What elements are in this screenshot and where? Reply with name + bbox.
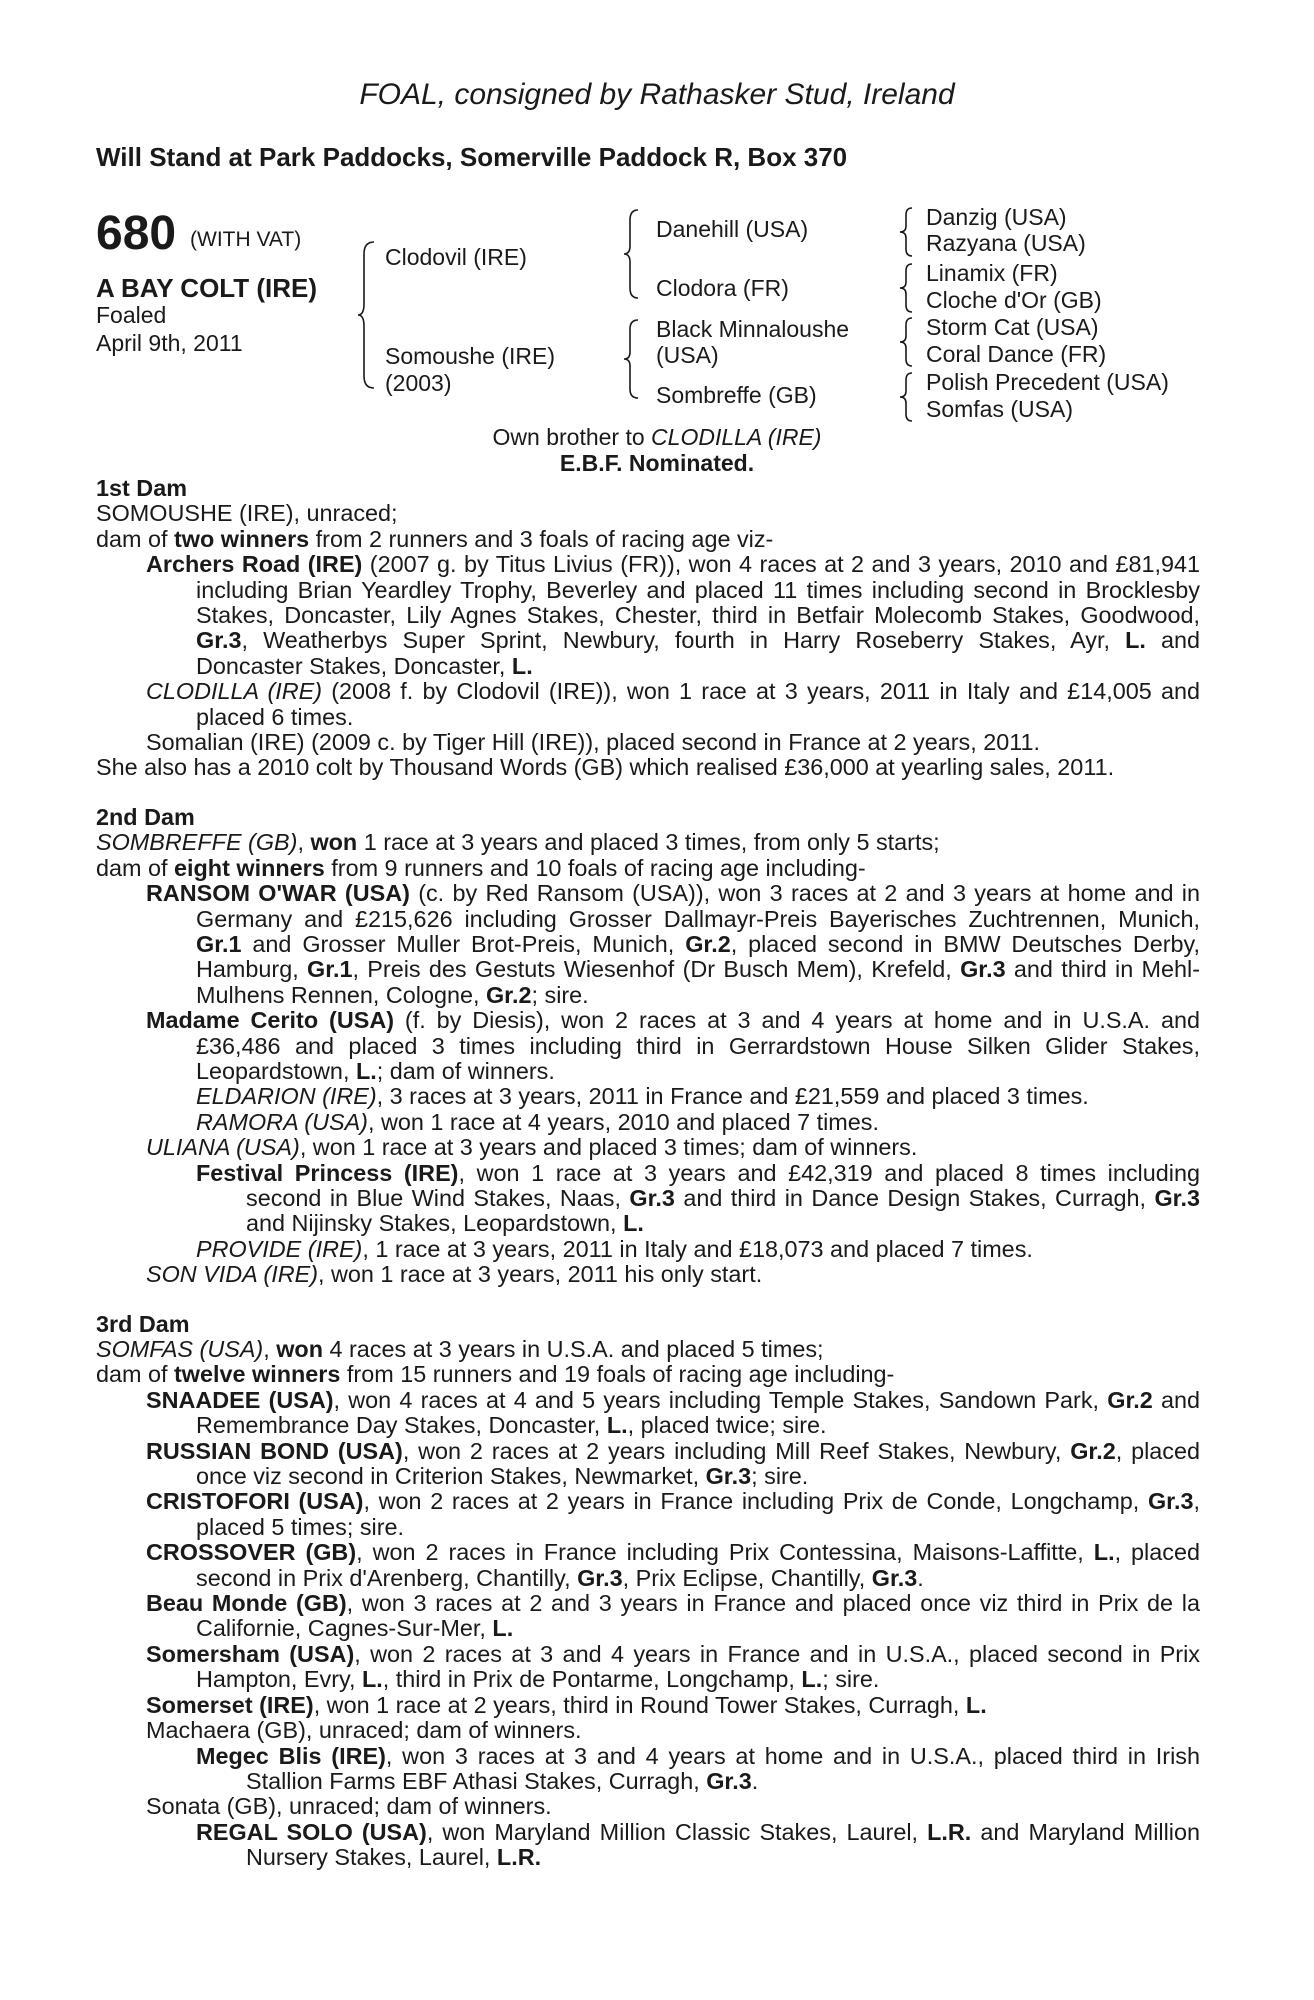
foaled-label: Foaled: [96, 302, 167, 328]
entry-festival-princess: Festival Princess (IRE), won 1 race at 3 years and £42,319 and placed 8 times including second in Blue Wind Stakes, Naas, Gr.3 and third in Dance Design Stakes, Curragh, Gr.3 and Nijinsky Stakes, Leopardstown, L.: [196, 1159, 1200, 1237]
entry-snaadee: SNAADEE (USA), won 4 races at 4 and 5 years including Temple Stakes, Sandown Park, Gr.2 and Remembrance Day Stakes, Doncaster, L., placed twice; sire.: [146, 1386, 1200, 1439]
pedigree-g4: Cloche d'Or (GB): [926, 287, 1102, 313]
third-dam-line: SOMFAS (USA), won 4 races at 3 years in U.S.A. and placed 5 times;: [96, 1336, 824, 1362]
pedigree-brace-g1: [898, 206, 914, 258]
entry-regal-solo: REGAL SOLO (USA), won Maryland Million Classic Stakes, Laurel, L.R. and Maryland Million Nursery Stakes, Laurel, L.R.: [196, 1818, 1201, 1871]
second-dam-heading: 2nd Dam: [96, 803, 195, 830]
pedigree-sire-dam: Clodora (FR): [656, 275, 789, 301]
pedigree-sire-sire: Danehill (USA): [656, 216, 809, 242]
pedigree-g3: Linamix (FR): [926, 260, 1058, 286]
pedigree-brace-main: [356, 240, 376, 390]
pedigree-brace-sire: [622, 208, 640, 300]
pedigree-g5: Storm Cat (USA): [926, 314, 1099, 340]
ebf-note: [0, 450, 1314, 477]
own-brother-note: [0, 424, 1314, 451]
pedigree-dam: Somoushe (IRE): [385, 343, 556, 369]
entry-sonata: Sonata (GB), unraced; dam of winners.: [146, 1793, 552, 1820]
pedigree-g7: Polish Precedent (USA): [926, 369, 1169, 395]
pedigree-brace-g3: [898, 316, 914, 368]
entry-somersham: Somersham (USA), won 2 races at 3 and 4 years in France and in U.S.A., placed second in Prix Hampton, Evry, L., third in Prix de Pontarme, Longchamp, L.; sire.: [146, 1640, 1200, 1693]
pedigree-brace-dam: [622, 318, 640, 400]
pedigree-g6: Coral Dance (FR): [926, 341, 1107, 367]
entry-ransom-owar: RANSOM O'WAR (USA) (c. by Red Ransom (USA)), won 3 races at 2 and 3 years at home and in Germany and £215,626 including Grosser Dallmayr-Preis Bayerisches Zuchtrennen, Munich, Gr.1 and Grosser Muller Brot-Preis, Munich, Gr.2, placed second in BMW Deutsches Derby, Hamburg, Gr.1, Preis des Gestuts Wiesenhof (Dr Busch Mem), Krefeld, Gr.3 and third in Mehl-Mulhens Rennen, Cologne, Gr.2; sire.: [146, 880, 1201, 1008]
pedigree-g1: Danzig (USA): [926, 204, 1067, 230]
second-dam-line: SOMBREFFE (GB), won 1 race at 3 years and placed 3 times, from only 5 starts;: [96, 829, 940, 856]
third-dam-summary: dam of twelve winners from 15 runners and 19 foals of racing age including-: [96, 1361, 895, 1388]
entry-beau-monde: Beau Monde (GB), won 3 races at 2 and 3 years in France and placed once viz third in Prix de la Californie, Cagnes-Sur-Mer, L.: [146, 1590, 1200, 1642]
pedigree-sire: Clodovil (IRE): [385, 244, 527, 270]
horse-name: A BAY COLT (IRE): [96, 273, 318, 303]
entry-provide: PROVIDE (IRE), 1 race at 3 years, 2011 in Italy and £18,073 and placed 7 times.: [196, 1235, 1033, 1262]
pedigree-dam-year: (2003): [385, 370, 452, 396]
first-dam-line: SOMOUSHE (IRE), unraced;: [96, 500, 398, 527]
pedigree-dam-sire: Black Minnaloushe: [656, 316, 850, 342]
entry-machaera: Machaera (GB), unraced; dam of winners.: [146, 1717, 582, 1744]
pedigree-g2: Razyana (USA): [926, 230, 1086, 256]
entry-clodilla: CLODILLA (IRE) (2008 f. by Clodovil (IRE)), won 1 race at 3 years, 2011 in Italy and £14,005 and placed 6 times.: [146, 678, 1200, 730]
entry-ramora: RAMORA (USA), won 1 race at 4 years, 2010 and placed 7 times.: [196, 1108, 879, 1135]
ebf-label: E.B.F. Nominated.: [559, 450, 755, 476]
vat-note: (WITH VAT): [190, 228, 302, 251]
pedigree-dam-dam: Sombreffe (GB): [656, 382, 817, 408]
entry-madame-cerito: Madame Cerito (USA) (f. by Diesis), won 2 races at 3 and 4 years at home and in U.S.A. and £36,486 and placed 3 times including third in Gerrardstown House Silken Glider Stakes, Leopardstown, L.; dam of winners.: [146, 1007, 1200, 1084]
stand-location: Will Stand at Park Paddocks, Somerville Paddock R, Box 370: [96, 142, 848, 172]
produce-record: [96, 476, 1200, 1871]
entry-somerset: Somerset (IRE), won 1 race at 2 years, third in Round Tower Stakes, Curragh, L.: [146, 1691, 987, 1718]
lot-number: 680: [96, 207, 177, 260]
entry-uliana: ULIANA (USA), won 1 race at 3 years and placed 3 times; dam of winners.: [146, 1134, 918, 1161]
entry-cristofori: CRISTOFORI (USA), won 2 races at 2 years in France including Prix de Conde, Longchamp, Gr.3, placed 5 times; sire.: [146, 1488, 1200, 1540]
pedigree-brace-g4: [898, 371, 914, 423]
own-brother-prefix: Own brother to: [492, 424, 652, 450]
entry-megec-blis: Megec Blis (IRE), won 3 races at 3 and 4 years at home and in U.S.A., placed third in Irish Stallion Farms EBF Athasi Stakes, Curragh, Gr.3.: [196, 1742, 1200, 1794]
first-dam-heading: 1st Dam: [96, 475, 188, 501]
third-dam-heading: 3rd Dam: [96, 1310, 190, 1337]
second-dam-summary: dam of eight winners from 9 runners and 10 foals of racing age including-: [96, 854, 866, 881]
consignor-heading: FOAL, consigned by Rathasker Stud, Ireland: [359, 78, 955, 111]
own-brother-name: CLODILLA (IRE): [651, 424, 822, 450]
entry-crossover: CROSSOVER (GB), won 2 races in France including Prix Contessina, Maisons-Laffitte, L., placed second in Prix d'Arenberg, Chantilly, Gr.3, Prix Eclipse, Chantilly, Gr.3.: [146, 1539, 1200, 1591]
entry-somalian: Somalian (IRE) (2009 c. by Tiger Hill (IRE)), placed second in France at 2 years, 2011.: [146, 729, 1040, 756]
entry-eldarion: ELDARION (IRE), 3 races at 3 years, 2011 in France and £21,559 and placed 3 times.: [196, 1083, 1089, 1110]
entry-son-vida: SON VIDA (IRE), won 1 race at 3 years, 2011 his only start.: [146, 1261, 763, 1288]
entry-russian-bond: RUSSIAN BOND (USA), won 2 races at 2 years including Mill Reef Stakes, Newbury, Gr.2, placed once viz second in Criterion Stakes, Newmarket, Gr.3; sire.: [146, 1437, 1200, 1490]
pedigree-brace-g2: [898, 262, 914, 314]
pedigree-g8: Somfas (USA): [926, 396, 1073, 422]
pedigree-dam-sire-country: (USA): [656, 342, 719, 368]
first-dam-note: She also has a 2010 colt by Thousand Words (GB) which realised £36,000 at yearling sales, 2011.: [96, 754, 1115, 781]
entry-archers-road: Archers Road (IRE) (2007 g. by Titus Livius (FR)), won 4 races at 2 and 3 years, 2010 and £81,941 including Brian Yeardley Trophy, Beverley and placed 11 times including second in Brocklesby Stakes, Doncaster, Lily Agnes Stakes, Chester, third in Betfair Molecomb Stakes, Goodwood, Gr.3, Weatherbys Super Sprint, Newbury, fourth in Harry Roseberry Stakes, Ayr, L. and Doncaster Stakes, Doncaster, L.: [146, 551, 1200, 679]
foaled-date: April 9th, 2011: [96, 330, 243, 356]
first-dam-summary: dam of two winners from 2 runners and 3 foals of racing age viz-: [96, 525, 774, 552]
